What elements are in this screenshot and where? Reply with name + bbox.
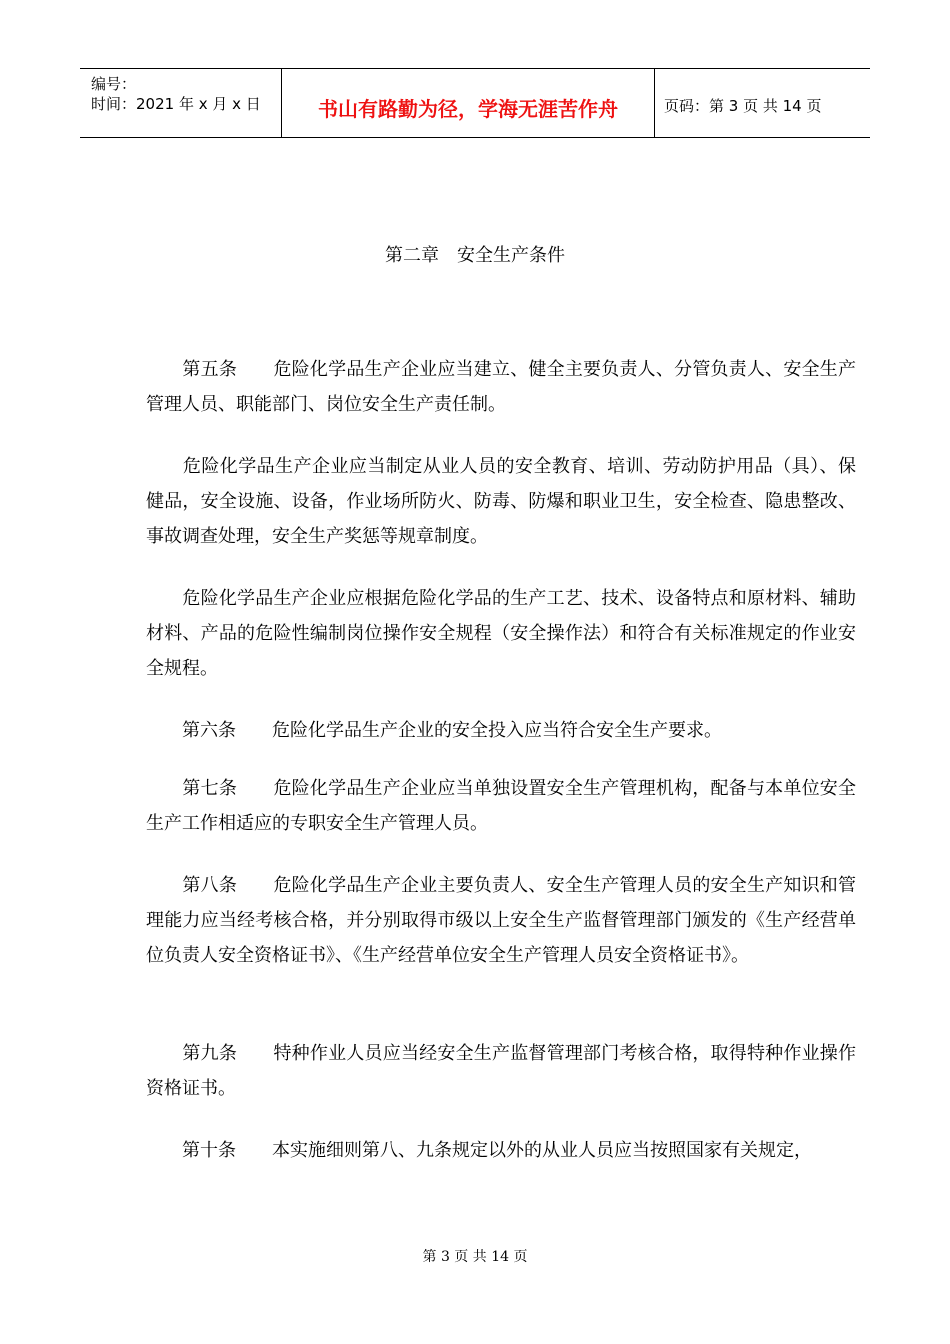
article-5-paragraph: 第五条 危险化学品生产企业应当建立、健全主要负责人、分管负责人、安全生产管理人员、职能部门、岗位安全生产责任制。 bbox=[146, 359, 856, 415]
article-9-paragraph: 第九条 特种作业人员应当经安全生产监督管理部门考核合格，取得特种作业操作资格证书。 bbox=[146, 1043, 856, 1099]
page-header bbox=[80, 68, 870, 138]
article-7-paragraph: 第七条 危险化学品生产企业应当单独设置安全生产管理机构，配备与本单位安全生产工作相适应的专职安全生产管理人员。 bbox=[146, 778, 856, 834]
article-6-paragraph: 第六条 危险化学品生产企业的安全投入应当符合安全生产要求。 bbox=[146, 720, 722, 741]
header-page-cell bbox=[655, 69, 870, 137]
header-motto: 书山有路勤为径，学海无涯苦作舟 bbox=[318, 97, 618, 121]
document-number-label: 编号： bbox=[91, 75, 137, 93]
article-10-paragraph: 第十条 本实施细则第八、九条规定以外的从业人员应当按照国家有关规定， bbox=[146, 1140, 812, 1161]
article-5-paragraph-3: 危险化学品生产企业应根据危险化学品的生产工艺、技术、设备特点和原材料、辅助材料、产品的危险性编制岗位操作安全规程（安全操作法）和符合有关标准规定的作业安全规程。 bbox=[146, 588, 856, 679]
header-motto-cell bbox=[282, 69, 655, 137]
article-5-paragraph-2: 危险化学品生产企业应当制定从业人员的安全教育、培训、劳动防护用品（具）、保健品，安全设施、设备，作业场所防火、防毒、防爆和职业卫生，安全检查、隐患整改、事故调查处理，安全生产奖惩等规章制度。 bbox=[146, 456, 856, 547]
article-8-paragraph: 第八条 危险化学品生产企业主要负责人、安全生产管理人员的安全生产知识和管理能力应当经考核合格，并分别取得市级以上安全生产监督管理部门颁发的《生产经营单位负责人安全资格证书》、《生产经营单位安全生产管理人员安全资格证书》。 bbox=[146, 875, 856, 966]
document-date-label: 时间：2021 年 x 月 x 日 bbox=[91, 95, 261, 113]
header-meta-cell bbox=[80, 69, 282, 137]
chapter-title: 第二章 安全生产条件 bbox=[385, 245, 565, 266]
header-page-info: 页码：第 3 页 共 14 页 bbox=[664, 97, 822, 115]
page-footer: 第 3 页 共 14 页 bbox=[422, 1249, 528, 1265]
